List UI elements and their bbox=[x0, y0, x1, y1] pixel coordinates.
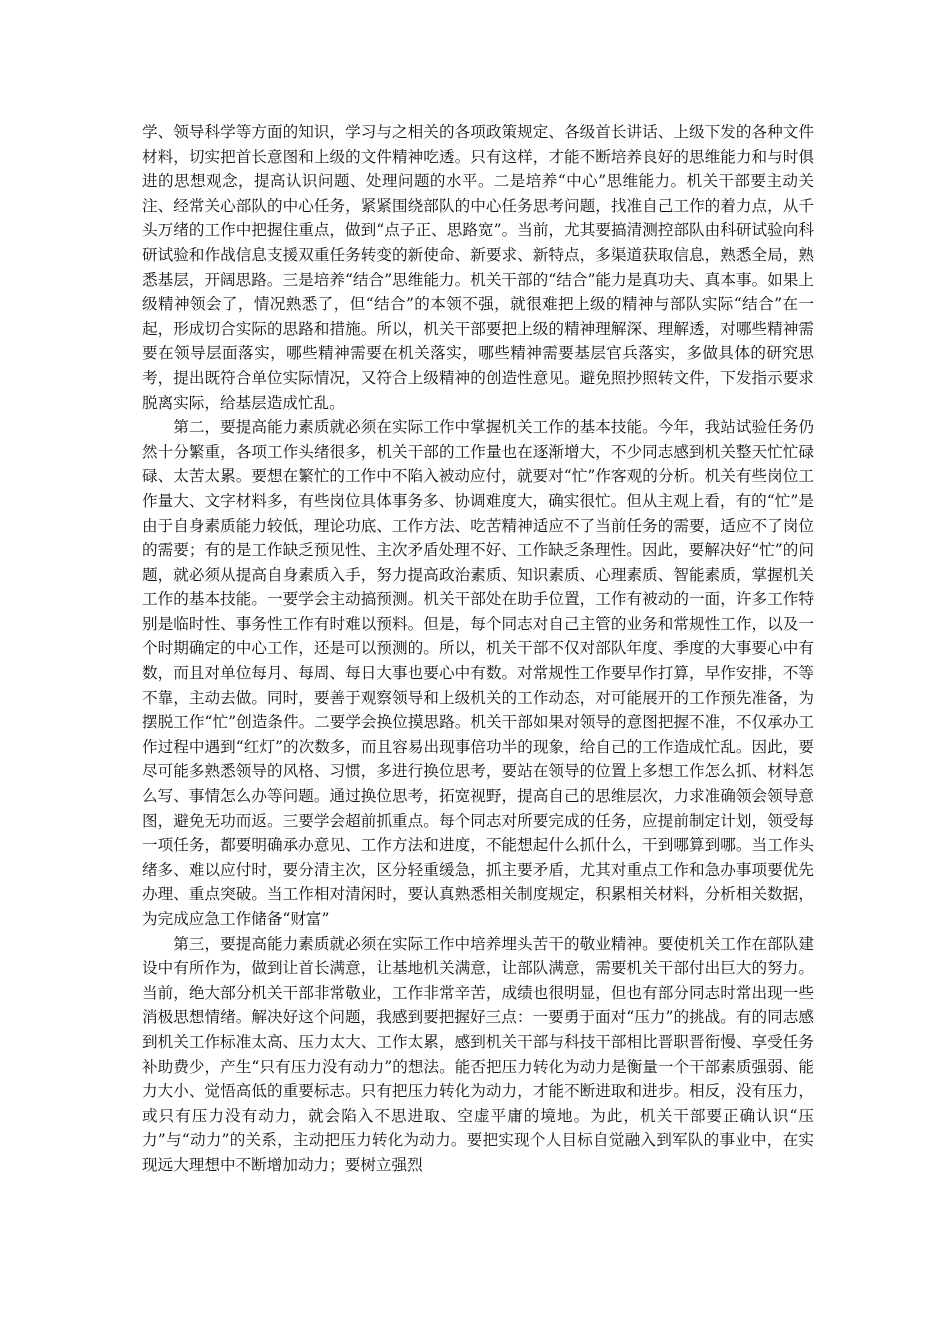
paragraph-2: 第二，要提高能力素质就必须在实际工作中掌握机关工作的基本技能。今年，我站试验任务仍然十分繁重，各项工作头绪很多，机关干部的工作量也在逐渐增大，不少同志感到机关整天忙忙碌碌、太苦太累。要想在繁忙的工作中不陷入被动应付，就要对“忙”作客观的分析。机关有些岗位工作量大、文字材料多，有些岗位具体事务多、协调难度大，确实很忙。但从主观上看，有的“忙”是由于自身素质能力较低，理论功底、工作方法、吃苦精神适应不了当前任务的需要，适应不了岗位的需要；有的是工作缺乏预见性、主次矛盾处理不好、工作缺乏条理性。因此，要解决好“忙”的问题，就必须从提高自身素质入手，努力提高政治素质、知识素质、心理素质、智能素质，掌握机关工作的基本技能。一要学会主动搞预测。机关干部处在助手位置，工作有被动的一面，许多工作特别是临时性、事务性工作有时难以预料。但是，每个同志对自己主管的业务和常规性工作，以及一个时期确定的中心工作，还是可以预测的。所以，机关干部不仅对部队年度、季度的大事要心中有数，而且对单位每月、每周、每日大事也要心中有数。对常规性工作要早作打算，早作安排，不等不靠，主动去做。同时，要善于观察领导和上级机关的工作动态，对可能展开的工作预先准备，为摆脱工作“忙”创造条件。二要学会换位摸思路。机关干部如果对领导的意图把握不准，不仅承办工作过程中遇到“红灯”的次数多，而且容易出现事倍功半的现象，给自己的工作造成忙乱。因此，要尽可能多熟悉领导的风格、习惯，多进行换位思考，要站在领导的位置上多想工作怎么抓、材料怎么写、事情怎么办等问题。通过换位思考，拓宽视野，提高自己的思维层次，力求准确领会领导意图，避免无功而返。三要学会超前抓重点。每个同志对所要完成的任务，应提前制定计划，领受每一项任务，都要明确承办意见、工作方法和进度，不能想起什么抓什么，干到哪算到哪。当工作头绪多、难以应付时，要分清主次，区分轻重缓急，抓主要矛盾，尤其对重点工作和急办事项要优先办理、重点突破。当工作相对清闲时，要认真熟悉相关制度规定，积累相关材料，分析相关数据，为完成应急工作储备“财富” bbox=[142, 418, 814, 928]
paragraph-3: 第三，要提高能力素质就必须在实际工作中培养埋头苦干的敬业精神。要使机关工作在部队建设中有所作为，做到让首长满意，让基地机关满意，让部队满意，需要机关干部付出巨大的努力。当前，绝大部分机关干部非常敬业，工作非常辛苦，成绩也很明显，但也有部分同志时常出现一些消极思想情绪。解决好这个问题，我感到要把握好三点：一要勇于面对“压力”的挑战。有的同志感到机关工作标准太高、压力太大、工作太累，感到机关干部与科技干部相比晋职晋衔慢、享受任务补助费少，产生“只有压力没有动力”的想法。能否把压力转化为动力是衡量一个干部素质强弱、能力大小、觉悟高低的重要标志。只有把压力转化为动力，才能不断进取和进步。相反，没有压力，或只有压力没有动力，就会陷入不思进取、空虚平庸的境地。为此，机关干部要正确认识“压力”与“动力”的关系，主动把压力转化为动力。要把实现个人目标自觉融入到军队的事业中，在实现远大理想中不断增加动力；要树立强烈 bbox=[142, 934, 814, 1174]
paragraph-1: 学、领导科学等方面的知识，学习与之相关的各项政策规定、各级首长讲话、上级下发的各种文件材料，切实把首长意图和上级的文件精神吃透。只有这样，才能不断培养良好的思维能力和与时俱进的思想观念，提高认识问题、处理问题的水平。二是培养“中心”思维能力。机关干部要主动关注、经常关心部队的中心任务，紧紧围绕部队的中心任务思考问题，找准自己工作的着力点，从千头万绪的工作中把握住重点，做到“点子正、思路宽”。当前，尤其要搞清测控部队由科研试验向科研试验和作战信息支援双重任务转变的新使命、新要求、新特点，多渠道获取信息，熟悉全局，熟悉基层，开阔思路。三是培养“结合”思维能力。机关干部的“结合”能力是真功夫、真本事。如果上级精神领会了，情况熟悉了，但“结合”的本领不强，就很难把上级的精神与部队实际“结合”在一起，形成切合实际的思路和措施。所以，机关干部要把上级的精神理解深、理解透，对哪些精神需要在领导层面落实，哪些精神需要在机关落实，哪些精神需要基层官兵落实，多做具体的研究思考，提出既符合单位实际情况，又符合上级精神的创造性意见。避免照抄照转文件，下发指示要求脱离实际，给基层造成忙乱。 bbox=[142, 123, 814, 412]
document-page bbox=[142, 120, 814, 1178]
